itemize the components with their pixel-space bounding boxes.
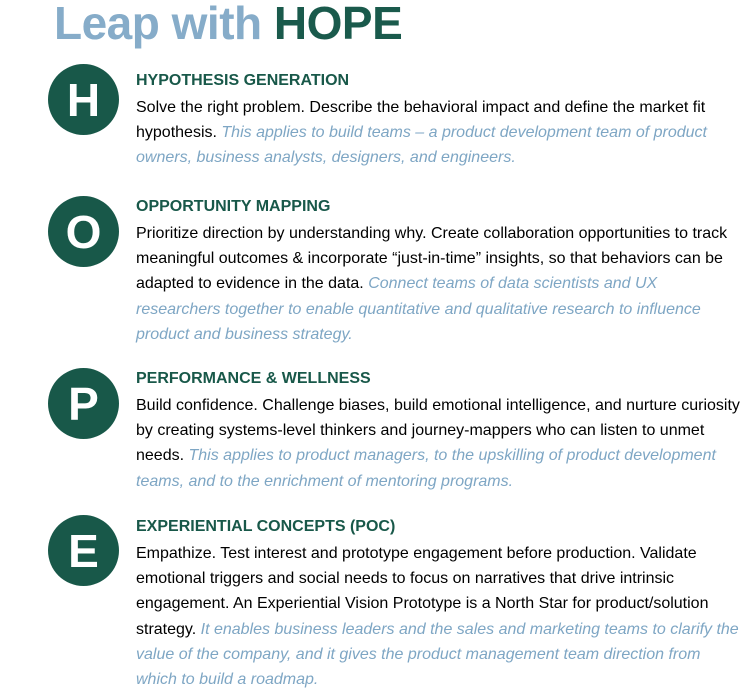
section-body-note: This applies to build teams – a product development team of product owners, business analysts, designers, and engineers. — [136, 124, 707, 167]
section-heading: HYPOTHESIS GENERATION — [136, 72, 350, 89]
section-body — [136, 95, 741, 171]
section-body-note: Connect teams of data scientists and UX researchers together to enable quantitative and qualitative research to influence product and business strategy. — [136, 275, 701, 343]
letter-p: P — [68, 377, 99, 430]
letter-e-circle — [48, 515, 119, 586]
section-body — [136, 393, 741, 494]
letter-p-circle — [48, 368, 119, 439]
letter-o-circle — [48, 196, 119, 267]
section-body-main: Prioritize direction by understanding why. Create collaboration opportunities to track meaningful outcomes & incorporate “just-in-time” insights, so that behaviors can be adapted to evidence in the data. — [136, 225, 728, 293]
title-leap-with: Leap with — [54, 0, 262, 49]
section-body-main: Build confidence. Challenge biases, build emotional intelligence, and nurture curiosity by creating systems-level thinkers and journey-mappers who can listen to unmet needs. — [136, 397, 740, 465]
letter-h: H — [66, 73, 101, 126]
section-body-note: It enables business leaders and the sales and marketing teams to clarify the value of the company, and it gives the product management team direction from which to build a roadmap. — [136, 620, 739, 689]
section-body-note: This applies to product managers, to the upskilling of product development teams, and to the enrichment of mentoring programs. — [136, 447, 716, 490]
section-body — [136, 541, 741, 692]
page-title — [54, 0, 403, 49]
section-heading: PERFORMANCE & WELLNESS — [136, 370, 371, 387]
section-body — [136, 221, 741, 347]
letter-h-circle — [48, 64, 119, 135]
section-text — [136, 71, 741, 171]
title-hope: HOPE — [273, 0, 403, 49]
section-body-main: Solve the right problem. Describe the behavioral impact and define the market fit hypothesis. — [136, 99, 706, 142]
section-text — [136, 369, 741, 494]
section-heading: OPPORTUNITY MAPPING — [136, 198, 331, 215]
section-text — [136, 517, 741, 692]
section-body-main: Empathize. Test interest and prototype engagement before production. Validate emotional triggers and social needs to focus on narratives that drive intrinsic engagement. An Experiential Vision Prototype is a North Star for product/solution strategy. — [136, 545, 709, 638]
letter-e: E — [68, 524, 99, 577]
letter-o: O — [65, 205, 102, 258]
section-text — [136, 197, 741, 347]
section-heading: EXPERIENTIAL CONCEPTS (POC) — [136, 518, 396, 535]
